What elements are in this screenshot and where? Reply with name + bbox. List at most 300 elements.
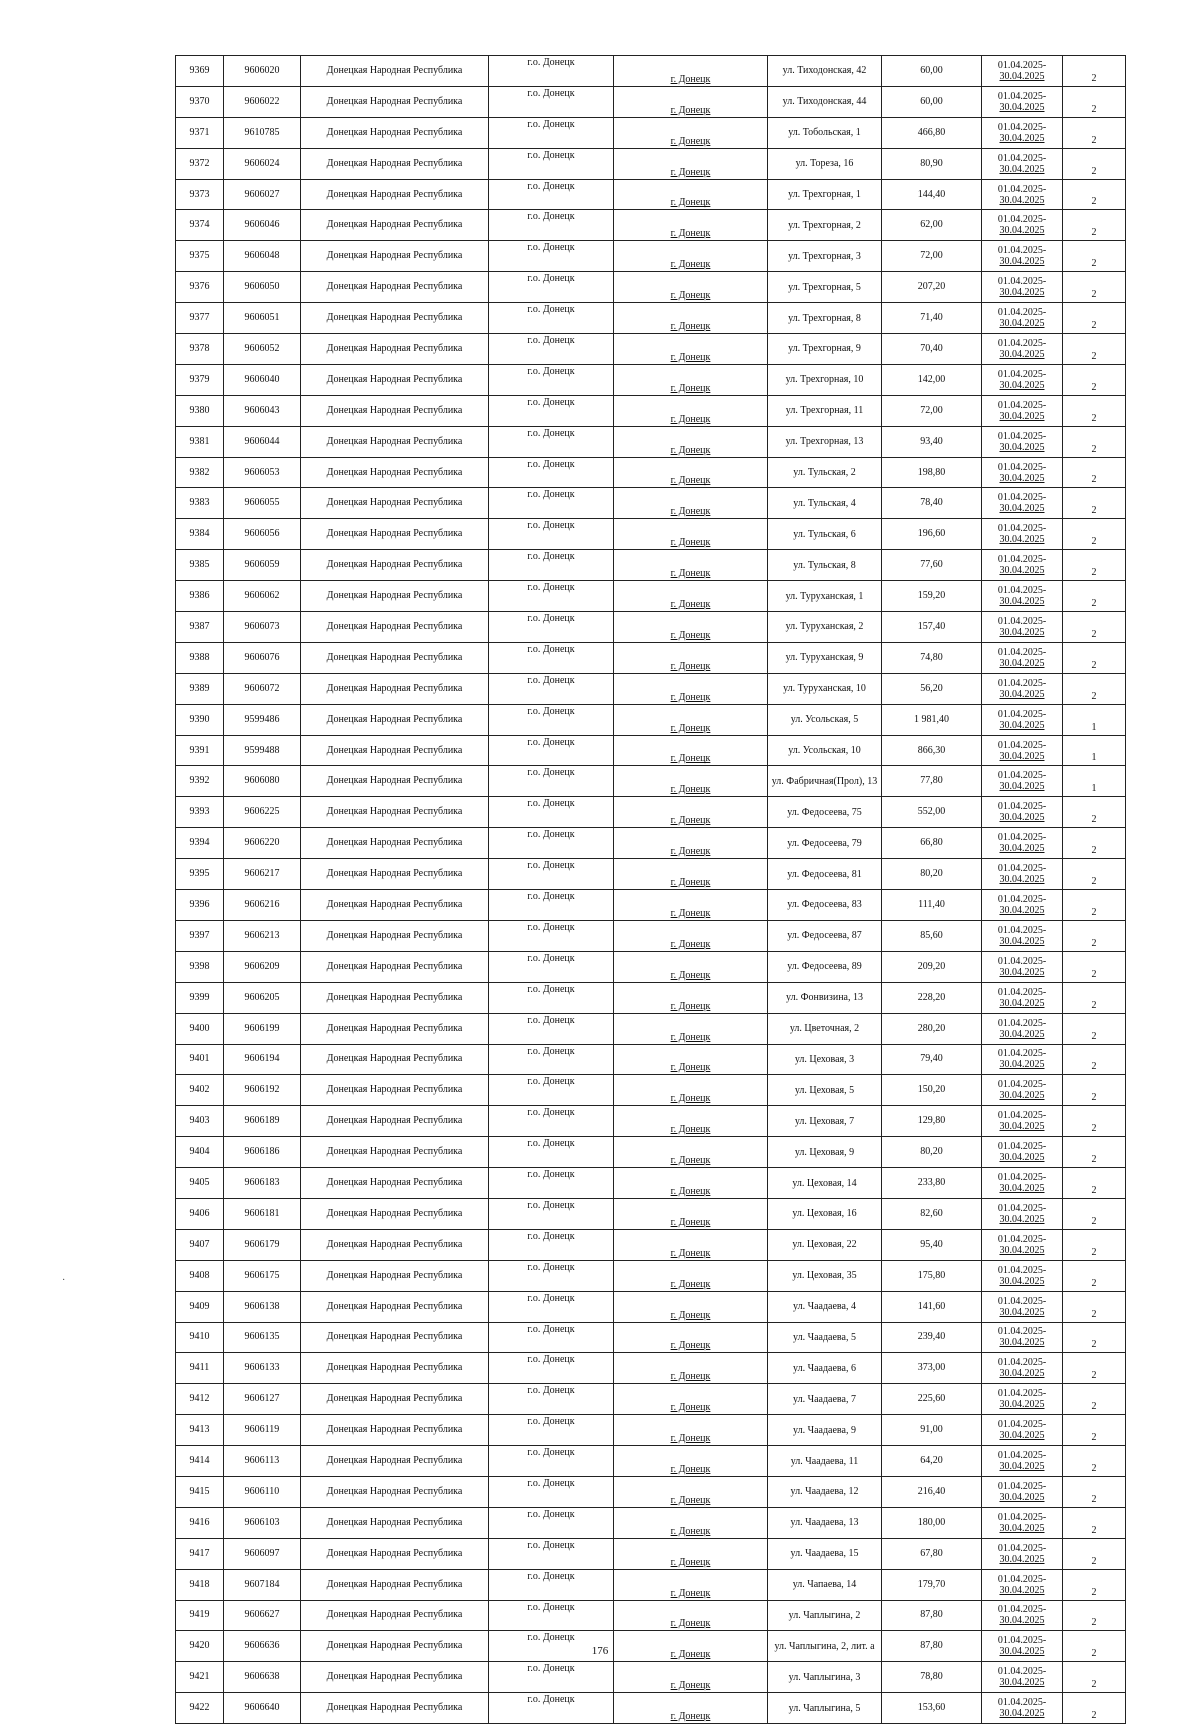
district-cell: г.о. Донецк — [489, 179, 614, 210]
period-end: 30.04.2025 — [999, 1368, 1045, 1380]
period-end: 30.04.2025 — [999, 1306, 1045, 1318]
table-row — [176, 828, 1126, 859]
period-start: 01.04.2025- — [997, 955, 1047, 967]
period-end: 30.04.2025 — [999, 1183, 1045, 1194]
table-row — [176, 334, 1126, 365]
region-cell: Донецкая Народная Республика — [301, 1662, 489, 1693]
district-cell: г.о. Донецк — [489, 766, 614, 797]
city-cell: г. Донецк — [614, 982, 768, 1013]
period-cell — [982, 148, 1063, 179]
address-cell: ул. Чаадаева, 13 — [768, 1507, 882, 1538]
period-end: 30.04.2025 — [999, 1213, 1045, 1225]
region-cell: Донецкая Народная Республика — [301, 117, 489, 148]
period-end: 30.04.2025 — [999, 1646, 1045, 1658]
district-cell: г.о. Донецк — [489, 210, 614, 241]
address-cell: ул. Федосеева, 89 — [768, 951, 882, 982]
period-cell — [982, 642, 1063, 673]
row-number-cell: 9378 — [176, 334, 224, 365]
city-cell: г. Донецк — [614, 828, 768, 859]
count-cell: 2 — [1063, 457, 1126, 488]
count-cell: 2 — [1063, 364, 1126, 395]
period-end: 30.04.2025 — [999, 935, 1045, 947]
period-start: 01.04.2025- — [997, 1419, 1047, 1431]
row-number-cell: 9408 — [176, 1260, 224, 1291]
district-cell: г.о. Донецк — [489, 642, 614, 673]
district-cell: г.о. Донецк — [489, 519, 614, 550]
address-cell: ул. Фонвизина, 13 — [768, 982, 882, 1013]
city-cell: г. Донецк — [614, 1631, 768, 1662]
period-start: 01.04.2025- — [997, 677, 1047, 689]
district-cell: г.о. Донецк — [489, 1260, 614, 1291]
city-cell: г. Донецк — [614, 920, 768, 951]
area-cell: 78,40 — [882, 488, 982, 519]
region-cell: Донецкая Народная Республика — [301, 1291, 489, 1322]
table-row — [176, 982, 1126, 1013]
period-start: 01.04.2025- — [997, 1233, 1047, 1245]
table-row — [176, 457, 1126, 488]
row-number-cell: 9381 — [176, 426, 224, 457]
object-code-cell: 9606097 — [224, 1538, 301, 1569]
period-end: 30.04.2025 — [999, 874, 1045, 886]
district-cell: г.о. Донецк — [489, 735, 614, 766]
city-cell: г. Донецк — [614, 303, 768, 334]
address-cell: ул. Туруханская, 9 — [768, 642, 882, 673]
address-cell: ул. Усольская, 10 — [768, 735, 882, 766]
area-cell: 60,00 — [882, 86, 982, 117]
region-cell: Донецкая Народная Республика — [301, 303, 489, 334]
table-row — [176, 890, 1126, 921]
region-cell: Донецкая Народная Республика — [301, 1168, 489, 1199]
table-row — [176, 642, 1126, 673]
period-end: 30.04.2025 — [999, 70, 1045, 82]
period-end: 30.04.2025 — [999, 441, 1045, 453]
district-cell: г.о. Донецк — [489, 1693, 614, 1724]
area-cell: 142,00 — [882, 364, 982, 395]
period-start: 01.04.2025- — [997, 1635, 1047, 1647]
period-start: 01.04.2025- — [997, 523, 1047, 535]
district-cell: г.о. Донецк — [489, 1229, 614, 1260]
table-row — [176, 1569, 1126, 1600]
row-number-cell: 9414 — [176, 1446, 224, 1477]
object-code-cell: 9606059 — [224, 550, 301, 581]
district-cell: г.о. Донецк — [489, 673, 614, 704]
area-cell: 80,20 — [882, 1137, 982, 1168]
period-end: 30.04.2025 — [999, 1491, 1045, 1503]
area-cell: 196,60 — [882, 519, 982, 550]
city-cell: г. Донецк — [614, 1384, 768, 1415]
period-start: 01.04.2025- — [997, 368, 1047, 380]
table-row — [176, 673, 1126, 704]
row-number-cell: 9382 — [176, 457, 224, 488]
area-cell: 207,20 — [882, 272, 982, 303]
period-end: 30.04.2025 — [999, 1244, 1045, 1256]
area-cell: 153,60 — [882, 1693, 982, 1724]
period-cell — [982, 364, 1063, 395]
object-code-cell: 9606022 — [224, 86, 301, 117]
count-cell: 2 — [1063, 519, 1126, 550]
district-cell: г.о. Донецк — [489, 1044, 614, 1075]
city-cell: г. Донецк — [614, 1538, 768, 1569]
city-cell: г. Донецк — [614, 179, 768, 210]
region-cell: Донецкая Народная Республика — [301, 1631, 489, 1662]
object-code-cell: 9606080 — [224, 766, 301, 797]
period-start: 01.04.2025- — [997, 461, 1047, 473]
period-start: 01.04.2025- — [997, 1017, 1047, 1029]
count-cell: 2 — [1063, 1168, 1126, 1199]
address-cell: ул. Федосеева, 79 — [768, 828, 882, 859]
area-cell: 129,80 — [882, 1106, 982, 1137]
period-cell — [982, 1476, 1063, 1507]
period-end: 30.04.2025 — [999, 534, 1045, 546]
period-end: 30.04.2025 — [999, 565, 1045, 577]
period-end: 30.04.2025 — [999, 657, 1045, 669]
period-start: 01.04.2025- — [997, 1048, 1047, 1060]
row-number-cell: 9385 — [176, 550, 224, 581]
count-cell: 2 — [1063, 1013, 1126, 1044]
row-number-cell: 9417 — [176, 1538, 224, 1569]
district-cell: г.о. Донецк — [489, 148, 614, 179]
period-end: 30.04.2025 — [999, 997, 1045, 1009]
count-cell: 2 — [1063, 117, 1126, 148]
period-start: 01.04.2025- — [997, 1542, 1047, 1554]
object-code-cell: 9606225 — [224, 797, 301, 828]
period-end: 30.04.2025 — [999, 750, 1045, 762]
period-end: 30.04.2025 — [999, 904, 1045, 916]
period-start: 01.04.2025- — [997, 924, 1047, 936]
row-number-cell: 9383 — [176, 488, 224, 519]
area-cell: 866,30 — [882, 735, 982, 766]
region-cell: Донецкая Народная Республика — [301, 1353, 489, 1384]
region-cell: Донецкая Народная Республика — [301, 1322, 489, 1353]
district-cell: г.о. Донецк — [489, 1384, 614, 1415]
period-end: 30.04.2025 — [999, 1337, 1045, 1349]
row-number-cell: 9409 — [176, 1291, 224, 1322]
count-cell: 2 — [1063, 303, 1126, 334]
address-cell: ул. Трехгорная, 13 — [768, 426, 882, 457]
region-cell: Донецкая Народная Республика — [301, 364, 489, 395]
district-cell: г.о. Донецк — [489, 1631, 614, 1662]
area-cell: 141,60 — [882, 1291, 982, 1322]
region-cell: Донецкая Народная Республика — [301, 642, 489, 673]
table-row — [176, 1384, 1126, 1415]
region-cell: Донецкая Народная Республика — [301, 1507, 489, 1538]
region-cell: Донецкая Народная Республика — [301, 56, 489, 87]
table-row — [176, 56, 1126, 87]
period-start: 01.04.2025- — [997, 646, 1047, 658]
area-cell: 225,60 — [882, 1384, 982, 1415]
object-code-cell: 9606053 — [224, 457, 301, 488]
city-cell: г. Донецк — [614, 612, 768, 643]
area-cell: 85,60 — [882, 920, 982, 951]
address-cell: ул. Цветочная, 2 — [768, 1013, 882, 1044]
count-cell: 2 — [1063, 179, 1126, 210]
region-cell: Донецкая Народная Республика — [301, 1693, 489, 1724]
region-cell: Донецкая Народная Республика — [301, 395, 489, 426]
area-cell: 66,80 — [882, 828, 982, 859]
object-code-cell: 9606175 — [224, 1260, 301, 1291]
address-cell: ул. Чаадаева, 6 — [768, 1353, 882, 1384]
table-row — [176, 1013, 1126, 1044]
table-row — [176, 1137, 1126, 1168]
city-cell: г. Донецк — [614, 890, 768, 921]
row-number-cell: 9373 — [176, 179, 224, 210]
object-code-cell: 9606209 — [224, 951, 301, 982]
period-cell — [982, 550, 1063, 581]
city-cell: г. Донецк — [614, 642, 768, 673]
district-cell: г.о. Донецк — [489, 828, 614, 859]
region-cell: Донецкая Народная Республика — [301, 951, 489, 982]
area-cell: 150,20 — [882, 1075, 982, 1106]
period-end: 30.04.2025 — [999, 348, 1045, 360]
city-cell: г. Донецк — [614, 1446, 768, 1477]
table-row — [176, 1075, 1126, 1106]
period-cell — [982, 1075, 1063, 1106]
area-cell: 111,40 — [882, 890, 982, 921]
address-cell: ул. Тиходонская, 44 — [768, 86, 882, 117]
period-end: 30.04.2025 — [999, 503, 1045, 515]
table-row — [176, 426, 1126, 457]
row-number-cell: 9407 — [176, 1229, 224, 1260]
period-start: 01.04.2025- — [997, 121, 1047, 133]
row-number-cell: 9376 — [176, 272, 224, 303]
period-cell — [982, 1260, 1063, 1291]
period-end: 30.04.2025 — [999, 719, 1045, 731]
area-cell: 95,40 — [882, 1229, 982, 1260]
row-number-cell: 9418 — [176, 1569, 224, 1600]
district-cell: г.о. Донецк — [489, 1476, 614, 1507]
address-cell: ул. Трехгорная, 9 — [768, 334, 882, 365]
city-cell: г. Донецк — [614, 673, 768, 704]
object-code-cell: 9599486 — [224, 704, 301, 735]
period-start: 01.04.2025- — [997, 59, 1047, 71]
city-cell: г. Донецк — [614, 951, 768, 982]
city-cell: г. Донецк — [614, 1260, 768, 1291]
count-cell: 2 — [1063, 1569, 1126, 1600]
region-cell: Донецкая Народная Республика — [301, 1044, 489, 1075]
period-start: 01.04.2025- — [997, 90, 1047, 102]
region-cell: Донецкая Народная Республика — [301, 890, 489, 921]
period-end: 30.04.2025 — [999, 132, 1045, 144]
city-cell: г. Донецк — [614, 1507, 768, 1538]
city-cell: г. Донецк — [614, 86, 768, 117]
district-cell: г.о. Донецк — [489, 612, 614, 643]
row-number-cell: 9389 — [176, 673, 224, 704]
address-cell: ул. Трехгорная, 3 — [768, 241, 882, 272]
area-cell: 77,80 — [882, 766, 982, 797]
city-cell: г. Донецк — [614, 1198, 768, 1229]
area-cell: 87,80 — [882, 1600, 982, 1631]
row-number-cell: 9398 — [176, 951, 224, 982]
object-code-cell: 9606205 — [224, 982, 301, 1013]
table-row — [176, 1044, 1126, 1075]
period-cell — [982, 1013, 1063, 1044]
period-end: 30.04.2025 — [999, 1615, 1045, 1627]
district-cell: г.о. Донецк — [489, 426, 614, 457]
region-cell: Донецкая Народная Республика — [301, 179, 489, 210]
object-code-cell: 9606217 — [224, 859, 301, 890]
period-end: 30.04.2025 — [999, 1430, 1045, 1442]
object-code-cell: 9606186 — [224, 1137, 301, 1168]
district-cell: г.о. Донецк — [489, 1075, 614, 1106]
period-cell — [982, 334, 1063, 365]
period-cell — [982, 1168, 1063, 1199]
district-cell: г.о. Донецк — [489, 303, 614, 334]
address-cell: ул. Федосеева, 75 — [768, 797, 882, 828]
count-cell: 2 — [1063, 1507, 1126, 1538]
count-cell: 2 — [1063, 334, 1126, 365]
area-cell: 80,20 — [882, 859, 982, 890]
period-end: 30.04.2025 — [999, 1522, 1045, 1534]
period-end: 30.04.2025 — [999, 194, 1045, 206]
period-cell — [982, 704, 1063, 735]
row-number-cell: 9411 — [176, 1353, 224, 1384]
address-cell: ул. Усольская, 5 — [768, 704, 882, 735]
region-cell: Донецкая Народная Республика — [301, 426, 489, 457]
count-cell: 2 — [1063, 1662, 1126, 1693]
object-code-cell: 9606056 — [224, 519, 301, 550]
row-number-cell: 9399 — [176, 982, 224, 1013]
region-cell: Донецкая Народная Республика — [301, 1075, 489, 1106]
city-cell: г. Донецк — [614, 1662, 768, 1693]
address-cell: ул. Чаплыгина, 2, лит. а — [768, 1631, 882, 1662]
area-cell: 62,00 — [882, 210, 982, 241]
table-row — [176, 1198, 1126, 1229]
region-cell: Донецкая Народная Республика — [301, 1106, 489, 1137]
row-number-cell: 9375 — [176, 241, 224, 272]
period-cell — [982, 859, 1063, 890]
district-cell: г.о. Донецк — [489, 1322, 614, 1353]
count-cell: 2 — [1063, 488, 1126, 519]
period-end: 30.04.2025 — [999, 966, 1045, 978]
period-end: 30.04.2025 — [999, 1275, 1045, 1287]
city-cell: г. Донецк — [614, 1013, 768, 1044]
row-number-cell: 9393 — [176, 797, 224, 828]
period-start: 01.04.2025- — [997, 1110, 1047, 1122]
city-cell: г. Донецк — [614, 519, 768, 550]
city-cell: г. Донецк — [614, 550, 768, 581]
period-end: 30.04.2025 — [999, 101, 1045, 113]
area-cell: 72,00 — [882, 395, 982, 426]
city-cell: г. Донецк — [614, 488, 768, 519]
period-cell — [982, 1137, 1063, 1168]
area-cell: 82,60 — [882, 1198, 982, 1229]
city-cell: г. Донецк — [614, 210, 768, 241]
count-cell: 2 — [1063, 859, 1126, 890]
table-row — [176, 1260, 1126, 1291]
region-cell: Донецкая Народная Республика — [301, 1260, 489, 1291]
period-cell — [982, 982, 1063, 1013]
city-cell: г. Донецк — [614, 364, 768, 395]
region-cell: Донецкая Народная Республика — [301, 673, 489, 704]
object-code-cell: 9606048 — [224, 241, 301, 272]
city-cell: г. Донецк — [614, 334, 768, 365]
period-end: 30.04.2025 — [999, 1461, 1045, 1473]
address-cell: ул. Федосеева, 87 — [768, 920, 882, 951]
period-cell — [982, 1322, 1063, 1353]
district-cell: г.о. Донецк — [489, 1662, 614, 1693]
city-cell: г. Донецк — [614, 1476, 768, 1507]
count-cell: 2 — [1063, 1229, 1126, 1260]
period-cell — [982, 1415, 1063, 1446]
table-row — [176, 179, 1126, 210]
period-start: 01.04.2025- — [997, 708, 1047, 720]
area-cell: 157,40 — [882, 612, 982, 643]
address-cell: ул. Туруханская, 1 — [768, 581, 882, 612]
count-cell: 2 — [1063, 241, 1126, 272]
count-cell: 2 — [1063, 1446, 1126, 1477]
row-number-cell: 9397 — [176, 920, 224, 951]
object-code-cell: 9606055 — [224, 488, 301, 519]
city-cell: г. Донецк — [614, 117, 768, 148]
city-cell: г. Донецк — [614, 1322, 768, 1353]
period-cell — [982, 735, 1063, 766]
page-number: 176 — [591, 1645, 609, 1657]
period-cell — [982, 1353, 1063, 1384]
period-cell — [982, 951, 1063, 982]
area-cell: 233,80 — [882, 1168, 982, 1199]
row-number-cell: 9395 — [176, 859, 224, 890]
period-cell — [982, 1538, 1063, 1569]
object-code-cell: 9606051 — [224, 303, 301, 334]
count-cell: 2 — [1063, 56, 1126, 87]
district-cell: г.о. Донецк — [489, 1569, 614, 1600]
district-cell: г.о. Донецк — [489, 117, 614, 148]
district-cell: г.о. Донецк — [489, 1291, 614, 1322]
object-code-cell: 9606027 — [224, 179, 301, 210]
period-cell — [982, 1198, 1063, 1229]
count-cell: 2 — [1063, 1600, 1126, 1631]
count-cell: 2 — [1063, 982, 1126, 1013]
object-code-cell: 9606133 — [224, 1353, 301, 1384]
district-cell: г.о. Донецк — [489, 241, 614, 272]
district-cell: г.о. Донецк — [489, 364, 614, 395]
district-cell: г.о. Донецк — [489, 488, 614, 519]
row-number-cell: 9406 — [176, 1198, 224, 1229]
row-number-cell: 9387 — [176, 612, 224, 643]
city-cell: г. Донецк — [614, 1044, 768, 1075]
area-cell: 79,40 — [882, 1044, 982, 1075]
area-cell: 373,00 — [882, 1353, 982, 1384]
table-row — [176, 1415, 1126, 1446]
district-cell: г.о. Донецк — [489, 1538, 614, 1569]
registry-table — [175, 55, 1126, 1724]
period-end: 30.04.2025 — [999, 1553, 1045, 1565]
area-cell: 70,40 — [882, 334, 982, 365]
address-cell: ул. Чаадаева, 7 — [768, 1384, 882, 1415]
region-cell: Донецкая Народная Республика — [301, 1600, 489, 1631]
period-start: 01.04.2025- — [997, 1450, 1047, 1462]
period-end: 30.04.2025 — [999, 1584, 1045, 1596]
period-cell — [982, 1291, 1063, 1322]
table-row — [176, 86, 1126, 117]
count-cell: 2 — [1063, 1198, 1126, 1229]
region-cell: Донецкая Народная Республика — [301, 550, 489, 581]
period-cell — [982, 303, 1063, 334]
period-cell — [982, 56, 1063, 87]
area-cell: 180,00 — [882, 1507, 982, 1538]
region-cell: Донецкая Народная Республика — [301, 241, 489, 272]
row-number-cell: 9388 — [176, 642, 224, 673]
address-cell: ул. Цеховая, 3 — [768, 1044, 882, 1075]
period-end: 30.04.2025 — [999, 1677, 1045, 1689]
address-cell: ул. Цеховая, 14 — [768, 1168, 882, 1199]
region-cell: Донецкая Народная Республика — [301, 1415, 489, 1446]
table-row — [176, 210, 1126, 241]
region-cell: Донецкая Народная Республика — [301, 1384, 489, 1415]
region-cell: Донецкая Народная Республика — [301, 859, 489, 890]
city-cell: г. Донецк — [614, 1106, 768, 1137]
table-row — [176, 1446, 1126, 1477]
